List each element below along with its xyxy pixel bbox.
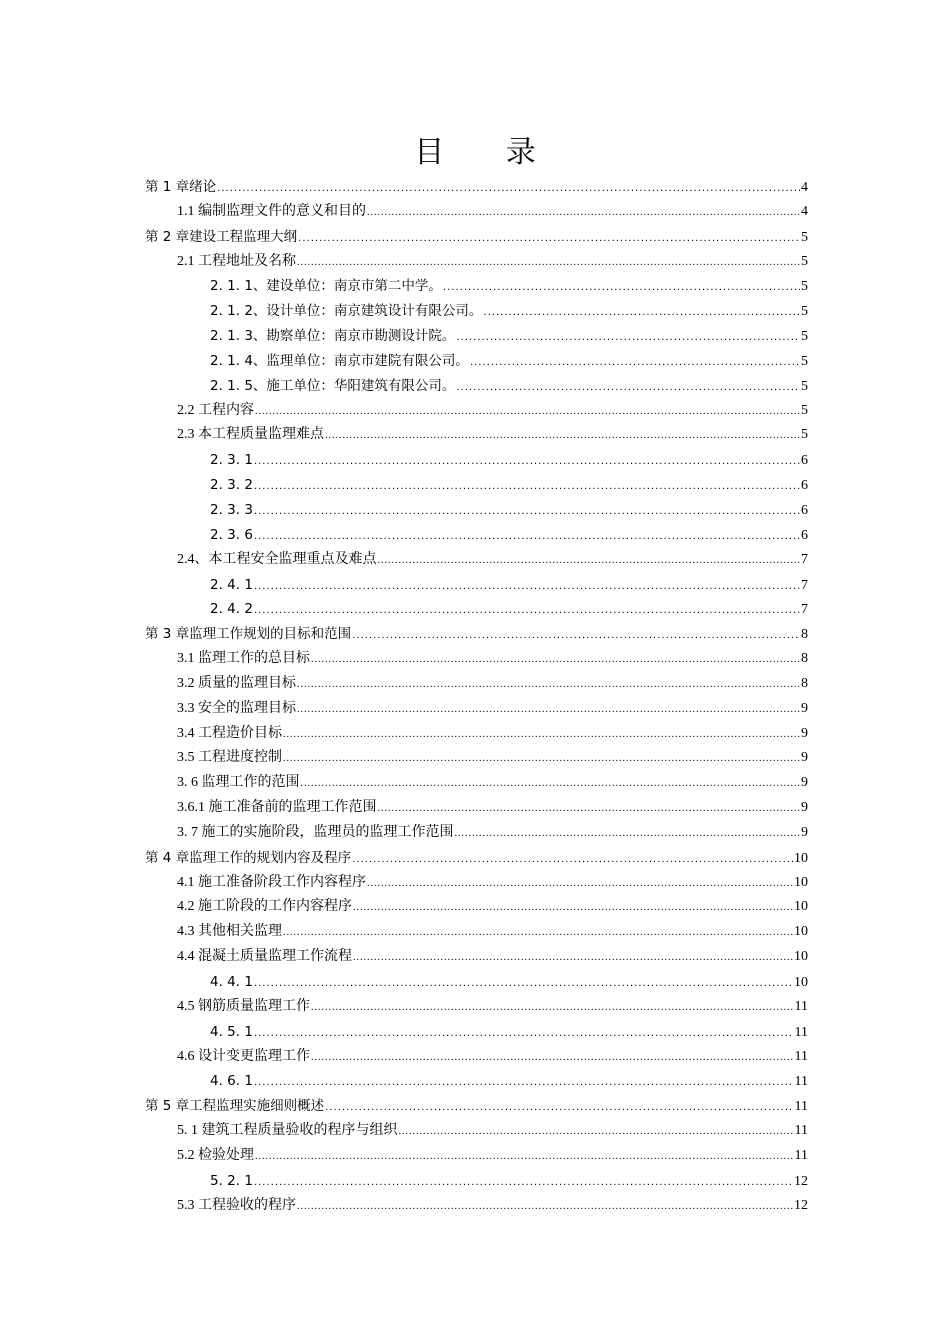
toc-entry-page-number: 5 <box>801 353 808 369</box>
toc-entry-page-number: 6 <box>801 527 808 543</box>
toc-entry-title: 2. 1. 2、设计单位：南京建筑设计有限公司。 <box>210 303 483 320</box>
toc-entry-title: 2. 4. 2 <box>210 601 253 618</box>
toc-dot-leader <box>399 1120 794 1145</box>
toc-list <box>145 175 808 1218</box>
toc-entry-page-number: 5 <box>801 253 808 269</box>
toc-dot-leader <box>254 450 800 475</box>
toc-title: 目 录 <box>414 135 562 170</box>
toc-entry[interactable] <box>145 846 808 871</box>
toc-dot-leader <box>311 648 800 673</box>
toc-entry[interactable] <box>145 250 808 275</box>
toc-entry-title: 2.4、本工程安全监理重点及难点 <box>177 551 377 567</box>
toc-entry-page-number: 8 <box>801 627 808 643</box>
toc-dot-leader <box>325 424 800 449</box>
toc-dot-leader <box>298 227 800 252</box>
toc-entry-page-number: 11 <box>794 998 808 1014</box>
toc-entry[interactable] <box>145 771 808 796</box>
toc-entry[interactable] <box>145 399 808 424</box>
toc-entry-title: 第 1 章绪论 <box>145 179 217 195</box>
toc-entry[interactable] <box>145 920 808 945</box>
toc-entry-page-number: 5 <box>801 279 808 295</box>
toc-entry-title: 5.3 工程验收的程序 <box>177 1197 296 1213</box>
toc-entry-title: 2.1 工程地址及名称 <box>177 253 296 269</box>
toc-dot-leader <box>255 400 800 425</box>
toc-entry[interactable] <box>145 473 808 498</box>
toc-entry[interactable] <box>145 200 808 225</box>
toc-entry[interactable] <box>145 697 808 722</box>
toc-entry[interactable] <box>145 1169 808 1194</box>
toc-entry-title: 2. 1. 5、施工单位：华阳建筑有限公司。 <box>210 377 456 394</box>
toc-dot-leader <box>483 301 800 326</box>
toc-dot-leader <box>283 747 800 772</box>
toc-dot-leader <box>283 723 800 748</box>
toc-entry[interactable] <box>145 498 808 523</box>
toc-entry[interactable] <box>145 995 808 1020</box>
toc-dot-leader <box>378 797 801 822</box>
toc-entry-page-number: 7 <box>801 602 808 618</box>
toc-entry-page-number: 9 <box>801 800 808 816</box>
toc-dot-leader <box>325 1096 793 1121</box>
toc-entry-page-number: 6 <box>801 453 808 469</box>
toc-entry-page-number: 8 <box>801 675 808 691</box>
toc-dot-leader <box>254 1071 794 1096</box>
toc-dot-leader <box>353 896 793 921</box>
toc-dot-leader <box>311 996 794 1021</box>
toc-entry-page-number: 6 <box>801 478 808 494</box>
toc-dot-leader <box>254 1171 793 1196</box>
toc-entry[interactable] <box>145 821 808 846</box>
toc-dot-leader <box>217 177 800 202</box>
toc-entry-title: 2.2 工程内容 <box>177 402 254 418</box>
toc-entry-title: 2. 1. 1、建设单位：南京市第二中学。 <box>210 278 442 295</box>
toc-entry-page-number: 5 <box>801 427 808 443</box>
toc-entry-title: 2. 3. 1 <box>210 452 253 469</box>
toc-entry[interactable] <box>145 274 808 299</box>
toc-entry-page-number: 8 <box>801 651 808 667</box>
toc-dot-leader <box>352 624 800 649</box>
toc-entry-title: 2. 3. 2 <box>210 477 253 494</box>
toc-entry-page-number: 11 <box>794 1074 808 1090</box>
toc-entry-page-number: 4 <box>801 203 808 219</box>
toc-dot-leader <box>456 376 800 401</box>
toc-entry-title: 4. 6. 1 <box>210 1073 253 1090</box>
toc-dot-leader <box>301 772 801 797</box>
toc-dot-leader <box>254 475 800 500</box>
toc-entry-title: 4.1 施工准备阶段工作内容程序 <box>177 874 366 890</box>
toc-entry[interactable] <box>145 1069 808 1094</box>
toc-entry[interactable] <box>145 1194 808 1219</box>
toc-dot-leader <box>254 500 800 525</box>
toc-entry-page-number: 7 <box>801 577 808 593</box>
toc-dot-leader <box>254 525 800 550</box>
toc-entry-title: 3.5 工程进度控制 <box>177 750 282 766</box>
toc-dot-leader <box>367 201 800 226</box>
toc-dot-leader <box>254 1022 794 1047</box>
toc-entry-page-number: 9 <box>801 775 808 791</box>
toc-entry[interactable] <box>145 1020 808 1045</box>
toc-entry[interactable] <box>145 597 808 622</box>
toc-entry-page-number: 9 <box>801 700 808 716</box>
toc-entry-title: 2. 4. 1 <box>210 576 253 593</box>
toc-entry[interactable] <box>145 548 808 573</box>
toc-entry-page-number: 5 <box>801 304 808 320</box>
toc-entry-page-number: 9 <box>801 750 808 766</box>
toc-entry-page-number: 12 <box>794 1197 808 1213</box>
toc-entry-title: 4.2 施工阶段的工作内容程序 <box>177 899 352 915</box>
toc-entry[interactable] <box>145 448 808 473</box>
toc-dot-leader <box>311 1046 794 1071</box>
toc-entry-page-number: 10 <box>794 899 808 915</box>
toc-entry-title: 3.1 监理工作的总目标 <box>177 651 310 667</box>
toc-entry-page-number: 10 <box>794 975 808 990</box>
toc-entry[interactable] <box>145 647 808 672</box>
toc-entry-title: 4.6 设计变更监理工作 <box>177 1048 310 1064</box>
toc-entry-title: 2. 1. 3、勘察单位：南京市勘测设计院。 <box>210 328 456 345</box>
toc-dot-leader <box>297 698 800 723</box>
toc-entry[interactable] <box>145 1144 808 1169</box>
toc-dot-leader <box>367 872 793 897</box>
toc-entry-title: 第 4 章监理工作的规划内容及程序 <box>145 849 352 866</box>
toc-entry[interactable] <box>145 746 808 771</box>
toc-entry[interactable] <box>145 573 808 598</box>
toc-entry[interactable] <box>145 423 808 448</box>
toc-entry[interactable] <box>145 523 808 548</box>
toc-entry[interactable] <box>145 945 808 970</box>
toc-entry[interactable] <box>145 1119 808 1144</box>
toc-entry[interactable] <box>145 374 808 399</box>
toc-entry-page-number: 10 <box>794 924 808 940</box>
toc-entry-title: 3. 6 监理工作的范围 <box>177 775 300 791</box>
toc-entry[interactable] <box>145 225 808 250</box>
toc-dot-leader <box>455 822 801 847</box>
toc-entry-title: 5. 1 建筑工程质量验收的程序与组织 <box>177 1123 398 1139</box>
toc-entry[interactable] <box>145 722 808 747</box>
toc-entry-title: 2. 3. 6 <box>210 526 253 543</box>
toc-entry[interactable] <box>145 895 808 920</box>
toc-entry[interactable] <box>145 299 808 324</box>
toc-entry[interactable] <box>145 1045 808 1070</box>
toc-dot-leader <box>352 848 793 873</box>
toc-entry-title: 4.3 其他相关监理 <box>177 924 282 940</box>
toc-entry-title: 第 5 章工程监理实施细则概述 <box>145 1098 325 1115</box>
toc-entry-page-number: 5 <box>801 402 808 418</box>
toc-entry-title: 4. 4. 1 <box>210 974 253 990</box>
toc-entry-page-number: 5 <box>801 378 808 394</box>
toc-dot-leader <box>470 351 800 376</box>
toc-dot-leader <box>297 1195 793 1220</box>
toc-entry[interactable] <box>145 672 808 697</box>
toc-entry-page-number: 9 <box>801 725 808 741</box>
toc-entry-title: 3.6.1 施工准备前的监理工作范围 <box>177 800 377 816</box>
toc-entry-page-number: 7 <box>801 551 808 567</box>
toc-entry-title: 4.5 钢筋质量监理工作 <box>177 998 310 1014</box>
toc-dot-leader <box>254 575 800 600</box>
toc-entry-page-number: 10 <box>794 850 808 866</box>
toc-dot-leader <box>297 673 800 698</box>
toc-entry[interactable] <box>145 1094 808 1119</box>
toc-entry-title: 2. 3. 3 <box>210 501 253 518</box>
toc-entry-title: 第 3 章监理工作规划的目标和范围 <box>145 626 352 643</box>
toc-entry[interactable] <box>145 324 808 349</box>
toc-entry[interactable] <box>145 970 808 995</box>
toc-entry-page-number: 10 <box>794 874 808 890</box>
toc-entry-title: 4. 5. 1 <box>210 1023 253 1040</box>
toc-entry-page-number: 10 <box>794 949 808 965</box>
toc-entry-title: 第 2 章建设工程监理大纲 <box>145 228 298 245</box>
toc-entry-page-number: 11 <box>794 1099 808 1115</box>
toc-entry[interactable] <box>145 175 808 200</box>
toc-entry-page-number: 11 <box>794 1123 808 1139</box>
toc-entry-title: 2.3 本工程质量监理难点 <box>177 427 324 443</box>
toc-entry-page-number: 11 <box>794 1024 808 1040</box>
toc-dot-leader <box>456 326 800 351</box>
toc-dot-leader <box>254 599 800 624</box>
toc-entry-page-number: 6 <box>801 502 808 518</box>
toc-entry[interactable] <box>145 622 808 647</box>
toc-dot-leader <box>443 276 800 301</box>
toc-entry-title: 1.1 编制监理文件的意义和目的 <box>177 203 366 219</box>
toc-entry-page-number: 4 <box>801 180 808 195</box>
toc-entry[interactable] <box>145 349 808 374</box>
toc-dot-leader <box>254 972 793 997</box>
toc-dot-leader <box>283 921 793 946</box>
toc-entry-page-number: 9 <box>801 824 808 840</box>
toc-dot-leader <box>255 1145 794 1170</box>
toc-entry-title: 4.4 混凝土质量监理工作流程 <box>177 949 352 965</box>
toc-dot-leader <box>378 549 801 574</box>
toc-entry-title: 3.3 安全的监理目标 <box>177 700 296 716</box>
toc-entry-title: 5.2 检验处理 <box>177 1147 254 1163</box>
toc-entry-page-number: 5 <box>801 229 808 245</box>
toc-dot-leader <box>297 251 800 276</box>
toc-entry-page-number: 11 <box>794 1048 808 1064</box>
toc-entry-title: 3.4 工程造价目标 <box>177 725 282 741</box>
toc-entry-page-number: 12 <box>794 1173 808 1189</box>
toc-entry-title: 2. 1. 4、监理单位：南京市建院有限公司。 <box>210 352 469 369</box>
toc-entry-page-number: 5 <box>801 329 808 345</box>
toc-entry-title: 5. 2. 1 <box>210 1172 253 1189</box>
toc-entry[interactable] <box>145 796 808 821</box>
toc-entry-title: 3.2 质量的监理目标 <box>177 675 296 691</box>
toc-dot-leader <box>353 946 793 971</box>
toc-entry[interactable] <box>145 871 808 896</box>
toc-entry-title: 3. 7 施工的实施阶段，监理员的监理工作范围 <box>177 824 454 840</box>
toc-entry-page-number: 11 <box>794 1147 808 1163</box>
